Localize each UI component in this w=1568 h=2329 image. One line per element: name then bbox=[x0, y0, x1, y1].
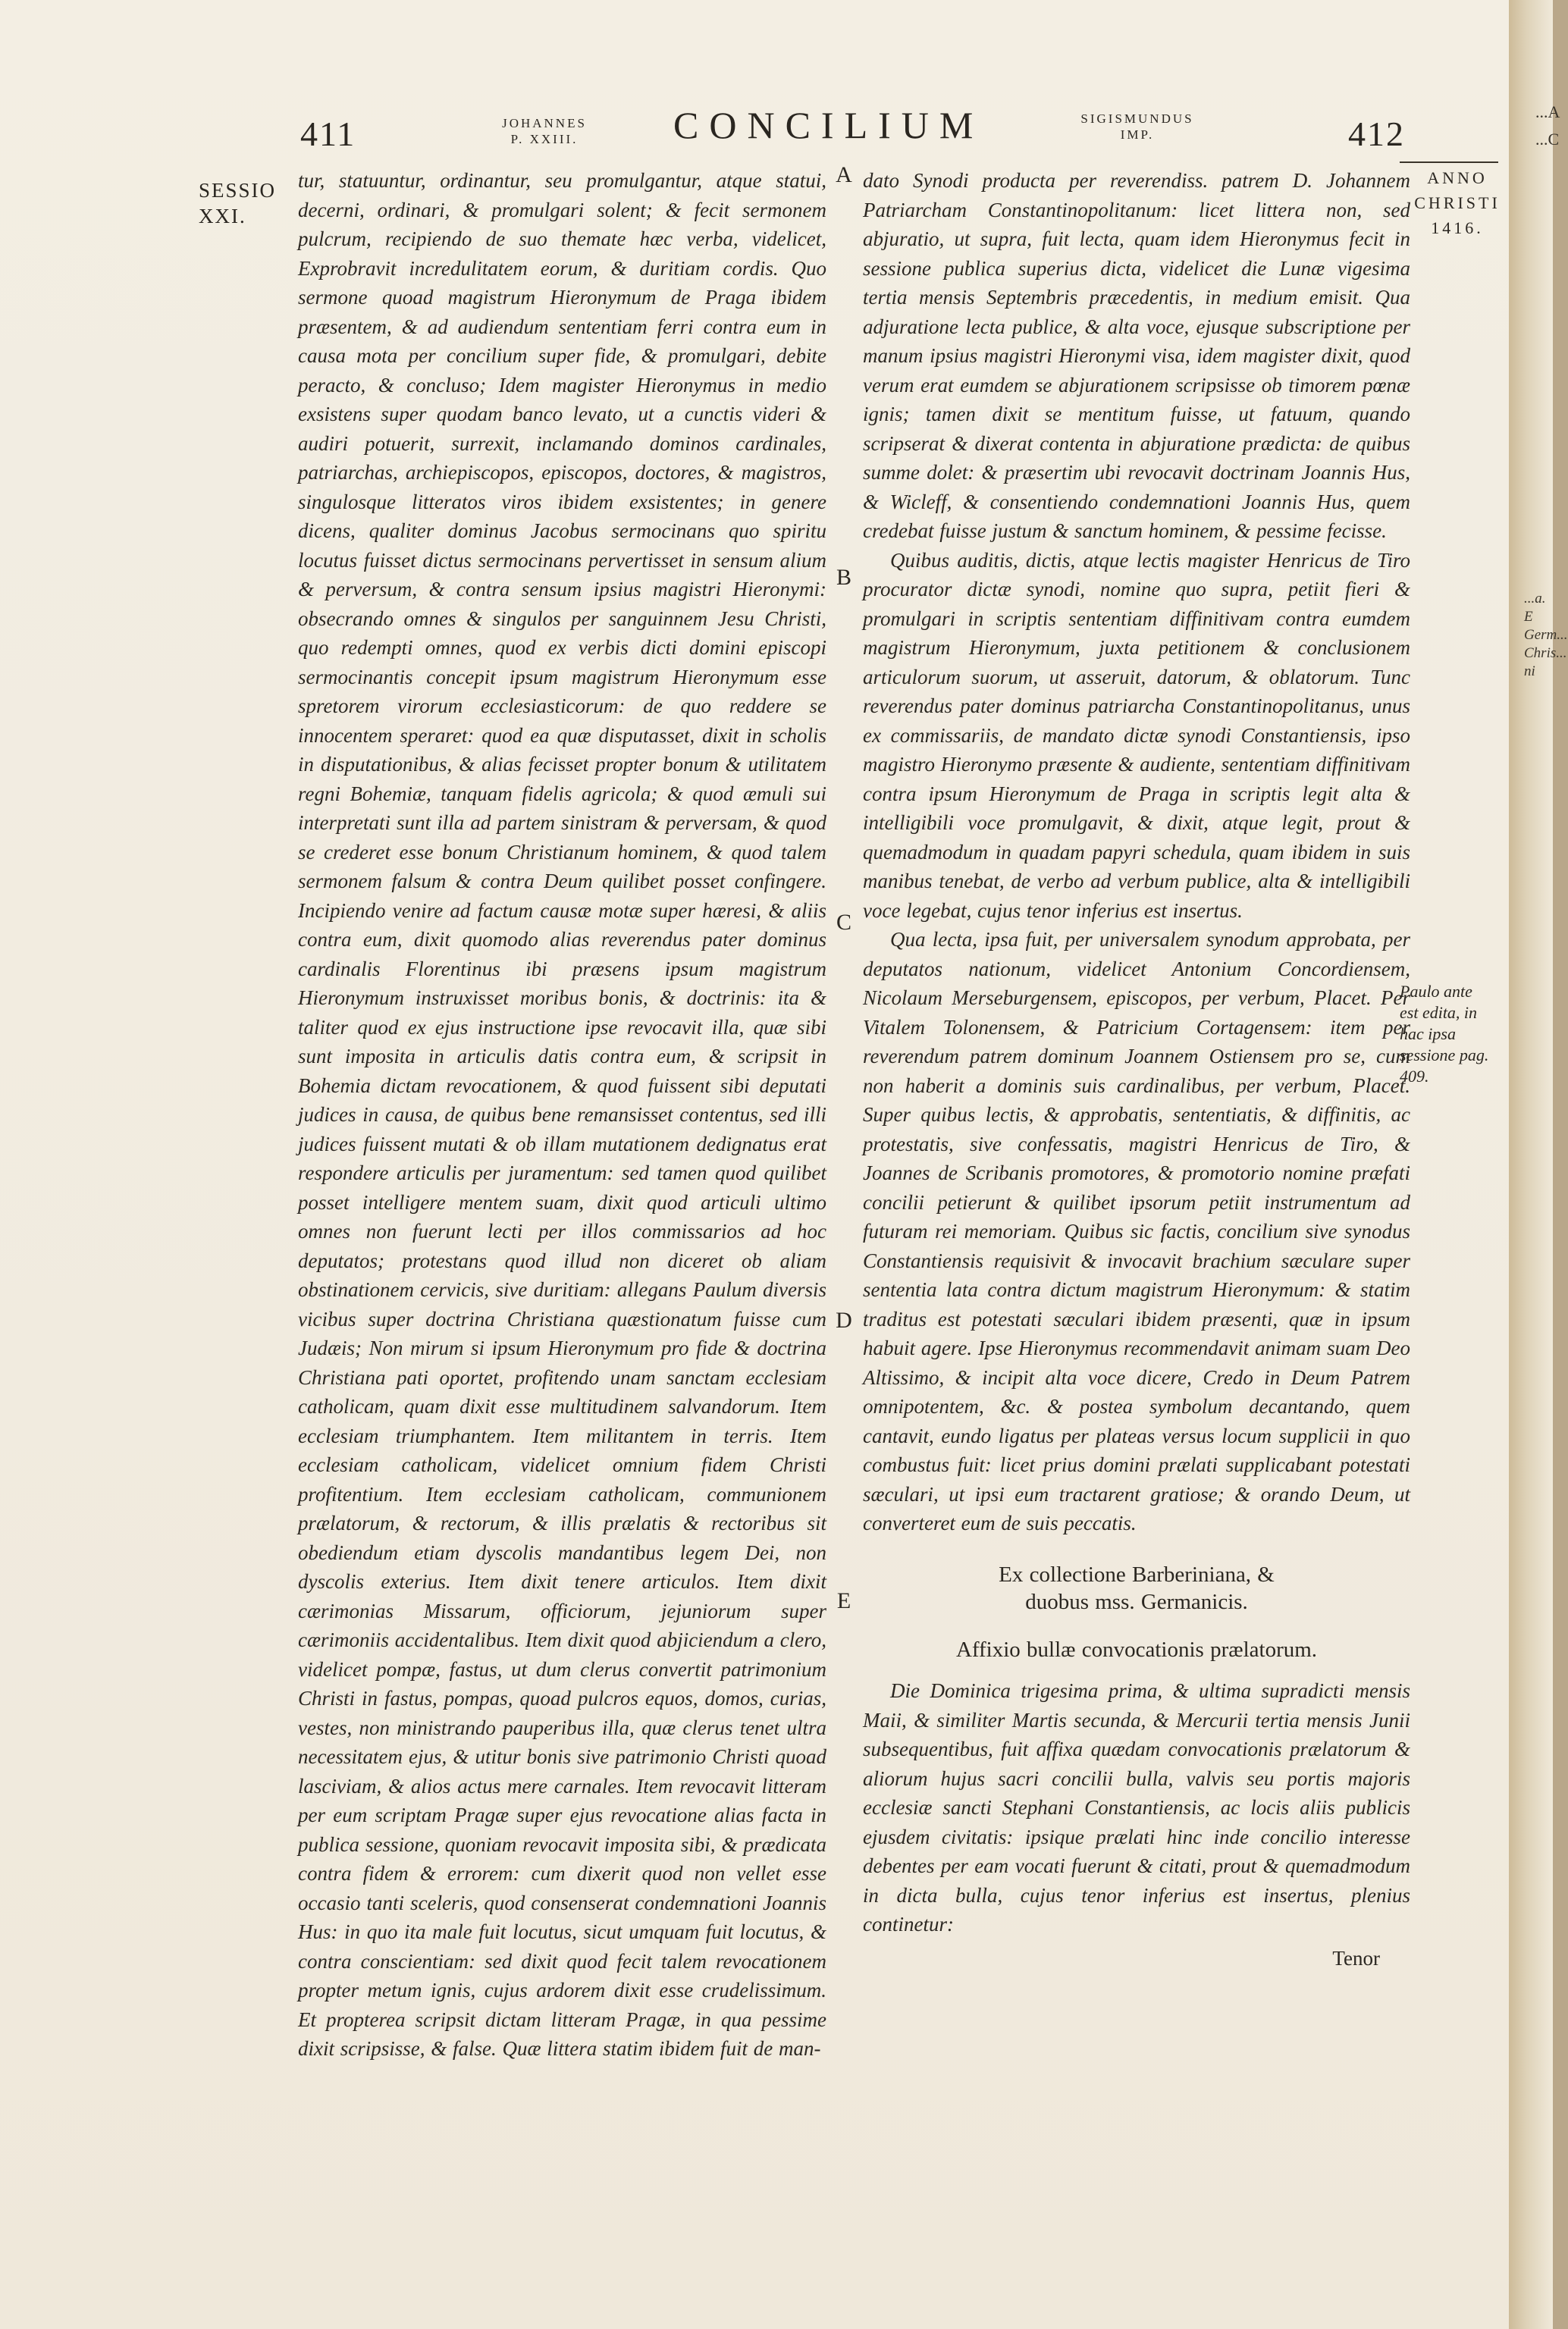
source-heading-line: Ex collectione Barberiniana, & bbox=[999, 1562, 1275, 1587]
facing-page-letters: ...A ...C bbox=[1535, 102, 1560, 149]
facing-page-edge bbox=[1509, 0, 1568, 2329]
left-column-paragraph: tur, statuuntur, ordinantur, seu promulgantur, atque statui, decerni, ordinari, & promulgari solent; & fecit sermonem pulcrum, recipiendo de suo themate hæc verba, videlicet, Exprobravit incredulitatem eorum, & duritiam cordis. Quo sermone quoad magistrum Hieronymum de Praga ibidem præsentem, & ad audiendum sententiam ferri contra eum in causa mota per concilium super fide, & promulgari, debite peracto, & concluso; Idem magister Hieronymus in medio exsistens super quodam banco levato, ut a cunctis videri & audiri potuerit, surrexit, inclamando dominos cardinales, patriarchas, archiepiscopos, episcopos, doctores, & magistros, singulosque litteratos viros ibidem exsistentes; in genere dicens, qualiter dominus Jacobus sermocinans quo spiritu locutus fuisset dictus sermocinans pervertisset in sensum alium & perversum, & contra sensum ipsius magistri Hieronymi: obsecrando omnes & singulos per sanguinnem Jesu Christi, quo redempti omnes, quod ex verbis dicti domini episcopi sermocinantis concepit ipsum magistrum Hieronymum esse spretorem virorum ecclesiasticorum: de quo reddere se innocentem speraret: quod ea quæ disputasset, dixit in scholis in disputationibus, & alias fecisset propter bonum & utilitatem regni Bohemiæ, tanquam fidelis agricola; & quod æmuli sui interpretati sunt illa ad partem sinistram & perversam, & quod se crederet esse bonum Christianum hominem, & quod talem sermonem falsum & contra Deum quilibet posset confingere. Incipiendo venire ad factum causæ motæ super hæresi, & aliis contra eum, dixit quomodo alias reverendus pater dominus cardinalis Florentinus ibi præsens ipsum magistrum Hieronymum instruxisset moribus bonis, & doctrinis: ita & taliter quod ex ejus instructione ipse revocavit illa, quæ sibi sunt imposita in articulis datis contra eum, & scripsit in Bohemia dictam revocationem, & quod fuissent sibi deputati judices in causa, de quibus bene remansisset contentus, sed illi judices fuissent mutati & ob illam mutationem dedignatus erat respondere articulis per juramentum: sed tamen quod quilibet posset intelligere mentem suam, dixit quod articuli ultimo omnes non fuerunt lecti per illos commissarios ad hoc deputatos; protestans quod illud non diceret ob aliam obstinationem cervicis, sive duritiam: allegans Paulum diversis vicibus super doctrina Christiana quæstionatum fuisse cum Judæis; Non mirum si ipsum Hieronymum pro fide & doctrina Christiana pati oportet, profitendo unam sanctam ecclesiam catholicam, quam dixit esse multitudinem salvandorum. Item ecclesiam triumphantem. Item militantem in terris. Item ecclesiam catholicam, videlicet omnium fidem Christi profitentium. Item ecclesiam catholicam, communionem prælatorum, & rectorum, & illis prælatis & rectoribus sit obediendum etiam dyscolis mandantibus legem Dei, non dyscolis exterius. Item dixit tenere articulos. Item dixit cærimonias Missarum, officiorum, jejuniorum super cærimoniis accidentalibus. Item dixit quod abjiciendum a clero, videlicet pompæ, fastus, ut dum clerus convertit patrimonium Christi in fastus, pompas, quoad pulcros equos, domos, curias, vestes, non ministrando pauperibus illa, quæ clerus tenet ultra necessitatem ejus, & utitur bonis sive patrimonio Christi quoad lasciviam, & alios actus mere carnales. Item revocavit litteram per eum scriptam Pragæ super ejus revocatione alias facta in publica sessione, quoniam revocavit imposita sibi, & prædicata contra fidem & errorem: cum dixerit quod non vellet esse occasio tanti sceleris, quod consenserat condemnationi Joannis Hus: in quo ita male fuit locutus, sicut umquam fuit locutus, & contra conscientiam: sed dixit quod fecit talem revocationem propter metum ignis, cujus ardorem dixit esse crudelissimum. Et propterea scripsit dictam litteram Pragæ, in qua pessime dixit scripsisse, & false. Quæ littera statim ibidem fuit de man- bbox=[298, 169, 826, 2060]
margin-note-line: sessione pag. bbox=[1400, 1045, 1489, 1064]
section-letter-e: E bbox=[836, 1588, 851, 1613]
pope-title: P. XXIII. bbox=[510, 132, 579, 146]
pope-name: JOHANNES bbox=[502, 116, 587, 130]
facing-page-note: ...a. E Germ... Chris... ni bbox=[1524, 591, 1568, 679]
anno-label: ANNO bbox=[1427, 168, 1488, 187]
left-text-column bbox=[298, 166, 826, 2064]
running-head-emperor bbox=[1062, 111, 1213, 143]
session-marker bbox=[199, 177, 297, 229]
margin-note-line: 409. bbox=[1400, 1067, 1429, 1086]
right-text-column bbox=[863, 166, 1410, 1973]
page-number-right: 412 bbox=[1348, 114, 1405, 153]
source-heading-line: duobus mss. Germanicis. bbox=[1025, 1589, 1248, 1614]
section-letter-b: B bbox=[836, 565, 851, 590]
margin-note-line: est edita, in bbox=[1400, 1003, 1478, 1022]
right-paragraph-3: Qua lecta, ipsa fuit, per universalem synodum approbata, per deputatos nationum, videlicet Antonium Concordiensem, Nicolaum Merseburgensem, episcopos, per verbum, Placet. Per Vitalem Tolonensem, & Patricium Cortagensem: item per reverendum patrem dominum Joannem Ostiensem pro se, cum non haberit a dominis suis cardinalibus, per verbum, Placet. Super quibus lectis, & approbatis, sententiatis, & diffinitis, ac protestatis, sive confessatis, magistri Henricus de Tiro, & Joannes de Scribanis promotores, & promotorio nomine præfati concilii petierunt & quilibet ipsorum petiit instrumentum ad futuram rei memoriam. Quibus sic factis, concilium sive synodus Constantiensis requisivit & invocavit brachium sæculare super sententia lata contra dictum magistrum Hieronymum: & statim traditus est potestati sæculari ibidem præsenti, quæ in ipsum habuit agere. Ipse Hieronymus recommendavit animam suam Deo Altissimo, & incipit alta voce dicere, Credo in Deum Patrem omnipotentem, &c. & postea symbolum decantando, quem cantavit, eundo ligatus per plateas versus locum supplicii in quo combustus fuit: licet prius domini prælati supplicabant potestati sæculari, ut ipsi eum tractarent gratiose; & orando Deum, ut converteret eum de suis peccatis. bbox=[863, 928, 1410, 1534]
emperor-name: SIGISMUNDUS bbox=[1080, 111, 1194, 126]
page-number-left: 411 bbox=[300, 114, 356, 153]
catchword: Tenor bbox=[1332, 1946, 1380, 1970]
session-label: SESSIO bbox=[199, 179, 277, 202]
source-heading bbox=[863, 1561, 1410, 1616]
right-paragraph-1: dato Synodi producta per reverendiss. patrem D. Johannem Patriarcham Constantinopolitanum: licet littera non, sed abjuratio, ut supra, fuit lecta, quam idem Hieronymus fecit in sessione publica superius dicta, videlicet die Lunæ vigesima tertia mensis Septembris præcedentis, in medium emisit. Qua adjuratione lecta publice, & alta voce, ejusque subscriptione per manum ipsius magistri Hieronymi visa, idem magister dixit, quod verum erat eumdem se abjurationem scripsisse ob timorem pœnæ ignis; tamen dixit se mentitum fuisse, ut fatuum, quando scripserat & dixerat contenta in abjuratione prædicta: de quibus summe dolet: & præsertim ubi revocavit doctrinam Joannis Hus, & Wicleff, & consentiendo condemnationi Joannis Hus, quem credebat fuisse justum & sanctum hominem, & pessime fecisse. bbox=[863, 169, 1410, 542]
margin-note bbox=[1400, 981, 1506, 1087]
running-head-pope bbox=[469, 115, 620, 147]
christi-label: CHRISTI bbox=[1414, 193, 1501, 212]
year-value: 1416. bbox=[1431, 218, 1484, 237]
section-letter-c: C bbox=[836, 910, 851, 935]
running-title: CONCILIUM bbox=[673, 104, 984, 146]
year-marker bbox=[1412, 165, 1503, 240]
emperor-title: IMP. bbox=[1120, 127, 1155, 142]
margin-note-line: Paulo ante bbox=[1400, 982, 1472, 1001]
section-heading: Affixio bullæ convocationis prælatorum. bbox=[955, 1637, 1318, 1662]
section-letter-a: A bbox=[836, 162, 852, 187]
section-letter-d: D bbox=[836, 1308, 852, 1333]
right-paragraph-4: Die Dominica trigesima prima, & ultima supradicti mensis Maii, & similiter Martis secunda, & Mercurii tertia mensis Junii subsequentibus, fuit affixa quædam convocationis prælatorum & aliorum hujus sacri concilii bulla, valvis seu portis majoris ecclesiæ sancti Stephani Constantiensis, ac locis aliis publicis ejusdem civitatis: ipsique prælati hinc inde concilio interesse debentes per eam vocati fuerunt & citati, prout & quemadmodum in dicta bulla, cujus tenor inferius est insertus, plenius continetur: bbox=[863, 1679, 1410, 1936]
right-paragraph-2: Quibus auditis, dictis, atque lectis magister Henricus de Tiro procurator dictæ synodi, nomine quo supra, petiit fieri & promulgari in scriptis sententiam diffinitivam contra eumdem magistrum Hieronymum, juxta petitionem & conclusionem articulorum suorum, ut asseruit, datorum, & oblatorum. Tunc reverendus pater dominus patriarcha Constantinopolitanus, unus ex commissariis, de mandato dictæ synodi Constantiensis, ipso magistro Hieronymo præsente & audiente, sententiam diffinitivam contra ipsum Hieronymum de Praga in scriptis legit alta & intelligibili voce promulgavit, & dixit, atque legit, prout & quemadmodum in quadam papyri schedula, quam ibidem in suis manibus tenebat, de verbo ad verbum publice, alta & intelligibili voce legebat, cujus tenor inferius est insertus. bbox=[863, 548, 1410, 922]
session-number: XXI. bbox=[199, 205, 246, 227]
margin-rule bbox=[1400, 161, 1498, 163]
margin-note-line: hac ipsa bbox=[1400, 1024, 1456, 1043]
